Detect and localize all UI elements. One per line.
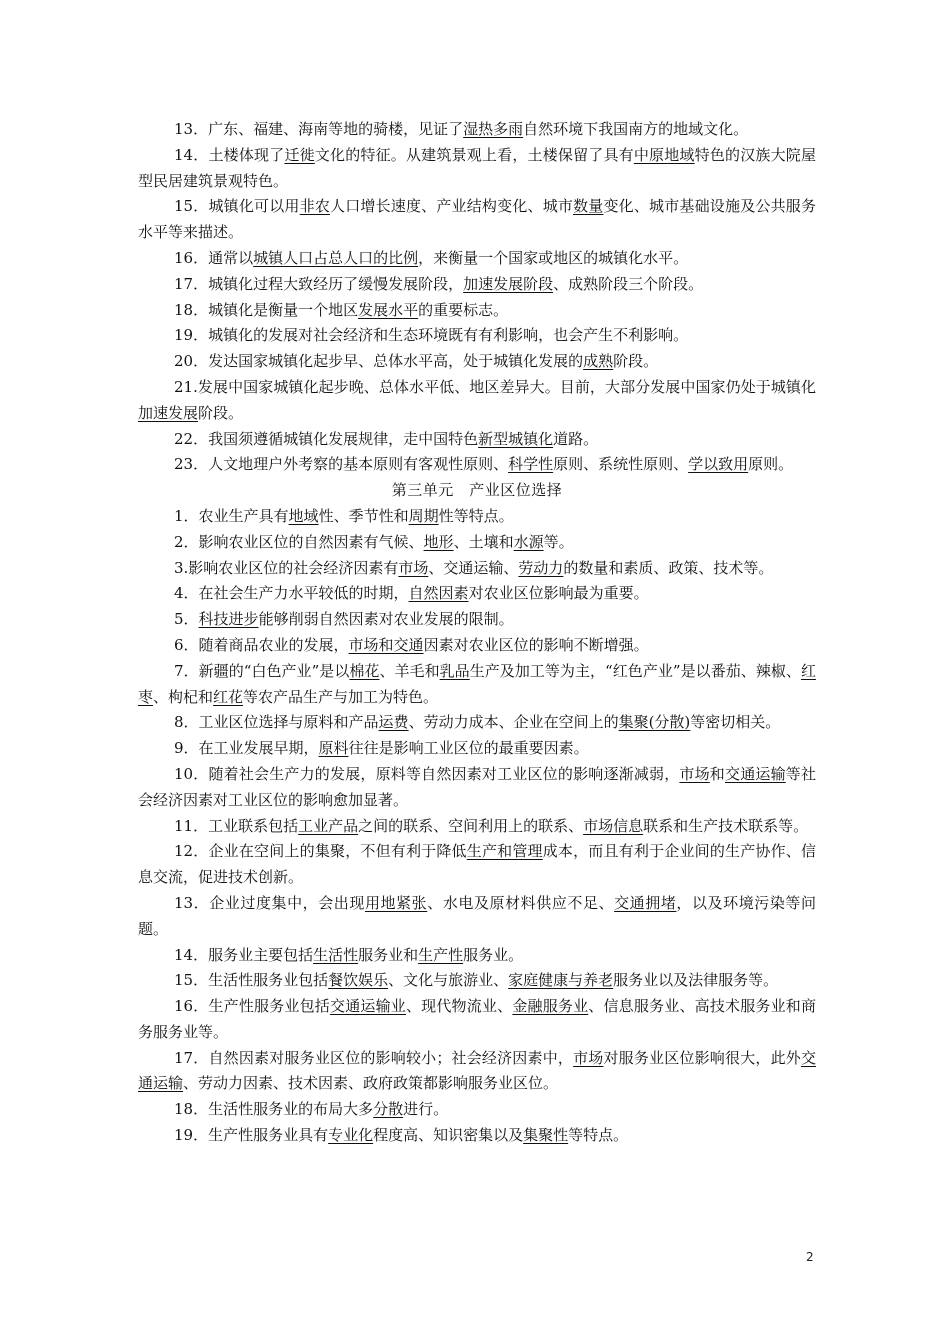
item-text: 16．通常以 — [174, 248, 254, 267]
item-text: 21.发展中国家城镇化起步晚、总体水平低、地区差异大。目前，大部分发展中国家仍处于城镇化 — [174, 377, 816, 396]
answer-blank: 非农 — [299, 197, 331, 216]
document-body — [138, 117, 816, 1149]
item-text: 对农业区位影响最为重要。 — [468, 584, 649, 603]
item-text: 服务业和 — [358, 945, 419, 964]
item-text: 、文化与旅游业、 — [388, 971, 509, 990]
answer-blank: 数量 — [573, 197, 604, 216]
item-text: 、羊毛和 — [379, 661, 440, 680]
item-text: 2．影响农业区位的自然因素有气候、 — [174, 532, 424, 551]
answer-blank: 分散 — [373, 1100, 404, 1119]
answer-blank: 集聚性 — [523, 1126, 569, 1145]
list-item — [138, 298, 816, 324]
answer-blank: 市场信息 — [583, 816, 644, 835]
list-item — [138, 994, 816, 1046]
item-text: 17．城镇化过程大致经历了缓慢发展阶段， — [174, 274, 464, 293]
answer-blank: 发展水平 — [358, 300, 419, 319]
list-item — [138, 968, 816, 994]
answer-blank: 专业化 — [328, 1126, 374, 1145]
answer-blank: 红花 — [213, 687, 244, 706]
list-item — [138, 814, 816, 840]
item-text: 19．生产性服务业具有 — [174, 1126, 329, 1145]
answer-blank: 湿热多雨 — [463, 120, 524, 138]
list-item — [138, 272, 816, 298]
item-text: 、交通运输、 — [428, 558, 519, 577]
item-text: 14．服务业主要包括 — [174, 945, 314, 964]
list-item — [138, 891, 816, 943]
item-text: 服务业以及法律服务等。 — [613, 971, 779, 990]
list-item — [138, 1046, 816, 1098]
item-text: 文化的特征。从建筑景观上看，土楼保留了具有 — [314, 145, 634, 164]
list-item — [138, 736, 816, 762]
answer-blank: 科学性 — [508, 455, 554, 474]
item-text: 生产及加工等为主，“红色产业”是以番茄、辣椒、 — [469, 661, 801, 680]
item-text: 性等特点。 — [438, 506, 514, 525]
item-text: 13．企业过度集中，会出现 — [174, 893, 365, 912]
item-text: 人口增长速度、产业结构变化、城市 — [330, 197, 574, 216]
list-item — [138, 581, 816, 607]
item-text: 等社会经济因素对工业区位的影响愈加显著。 — [138, 764, 816, 809]
item-text: 、土壤和 — [453, 532, 514, 551]
item-text: 原则。 — [748, 455, 794, 474]
answer-blank: 地形 — [423, 532, 454, 551]
item-text: 6．随着商品农业的发展， — [174, 635, 349, 654]
answer-blank: 红枣 — [138, 661, 816, 706]
item-text: 1．农业生产具有 — [174, 506, 289, 525]
item-text: 变化、城市基础设施及公共服务水平等来描述。 — [138, 197, 816, 242]
list-item — [138, 839, 816, 891]
list-item — [138, 1097, 816, 1123]
item-text: 特色的汉族大院屋型民居建筑景观特色。 — [138, 145, 816, 190]
item-text: 之间的联系、空间利用上的联系、 — [358, 816, 584, 835]
answer-blank: 生产和管理 — [466, 842, 543, 861]
item-text: 15．生活性服务业包括 — [174, 971, 329, 990]
item-text: ，来衡量一个国家或地区的城镇化水平。 — [418, 248, 689, 267]
answer-blank: 生活性 — [313, 945, 359, 964]
answer-blank: 科技进步 — [198, 610, 259, 629]
item-text: 自然环境下我国南方的地域文化。 — [523, 120, 749, 138]
item-text: 18．生活性服务业的布局大多 — [174, 1100, 374, 1119]
list-item — [138, 349, 816, 375]
item-text: 道路。 — [553, 429, 599, 448]
answer-blank: 市场 — [679, 764, 710, 783]
answer-blank: 家庭健康与养老 — [508, 971, 614, 990]
answer-blank: 水源 — [513, 532, 544, 551]
item-text: 、成熟阶段三个阶段。 — [553, 274, 704, 293]
item-text: 程度高、知识密集以及 — [373, 1126, 524, 1145]
list-item — [138, 143, 816, 195]
item-text: 15．城镇化可以用 — [174, 197, 300, 216]
list-item — [138, 607, 816, 633]
list-item — [138, 375, 816, 427]
list-item — [138, 452, 816, 478]
item-text: 17．自然因素对服务业区位的影响较小；社会经济因素中， — [174, 1048, 574, 1067]
item-text: 、劳动力因素、技术因素、政府政策都影响服务业区位。 — [183, 1074, 559, 1093]
answer-blank: 交通运输业 — [330, 997, 406, 1016]
answer-blank: 周期 — [408, 506, 439, 525]
item-text: 、现代物流业、 — [405, 997, 513, 1016]
item-text: 20．发达国家城镇化起步早、总体水平高，处于城镇化发展的 — [174, 352, 584, 371]
answer-blank: 餐饮娱乐 — [328, 971, 389, 990]
answer-blank: 地域 — [288, 506, 319, 525]
item-text: 服务业。 — [463, 945, 524, 964]
answer-blank: 棉花 — [349, 661, 380, 680]
list-item — [138, 530, 816, 556]
item-text: 成本，而且有利于企业间的生产协作、信息交流，促进技术创新。 — [138, 842, 816, 887]
unit-title: 第三单元 产业区位选择 — [391, 481, 563, 500]
answer-blank: 金融服务业 — [512, 997, 589, 1016]
answer-blank: 迁徙 — [284, 145, 315, 164]
item-text: 、水电及原材料供应不足、 — [427, 893, 615, 912]
item-text: 联系和生产技术联系等。 — [643, 816, 809, 835]
list-item — [138, 323, 816, 349]
answer-blank: 市场和交通 — [348, 635, 424, 654]
item-text: 3.影响农业区位的社会经济因素有 — [174, 558, 399, 577]
item-number: 5． — [174, 610, 199, 629]
list-item — [138, 659, 816, 711]
item-text: 等密切相关。 — [690, 713, 781, 732]
item-text: 的数量和素质、政策、技术等。 — [563, 558, 774, 577]
item-text: 8．工业区位选择与原料和产品 — [174, 713, 379, 732]
list-item — [138, 246, 816, 272]
answer-blank: 交通拥堵 — [614, 893, 677, 912]
answer-blank: 成熟 — [583, 352, 614, 371]
item-text: 和 — [709, 764, 725, 783]
answer-blank: 生产性 — [418, 945, 464, 964]
answer-blank: 乳品 — [439, 661, 470, 680]
item-text: 、枸杞和 — [153, 687, 214, 706]
item-text: 13．广东、福建、海南等地的骑楼，见证了 — [174, 120, 464, 138]
answer-blank: 用地紧张 — [364, 893, 428, 912]
list-item — [138, 194, 816, 246]
list-item — [138, 943, 816, 969]
answer-blank: 市场 — [398, 558, 429, 577]
item-text: 等农产品生产与加工为特色。 — [243, 687, 439, 706]
item-text: 7．新疆的“白色产业”是以 — [174, 661, 350, 680]
item-text: 因素对农业区位的影响不断增强。 — [423, 635, 649, 654]
item-text: 阶段。 — [198, 403, 244, 422]
item-text: 能够削弱自然因素对农业发展的限制。 — [258, 610, 514, 629]
answer-blank: 学以致用 — [688, 455, 749, 474]
item-text: 往往是影响工业区位的最重要因素。 — [348, 739, 589, 758]
item-text: 的重要标志。 — [418, 300, 509, 319]
section-urbanization-items — [138, 117, 816, 478]
answer-blank: 运费 — [378, 713, 409, 732]
list-item — [138, 633, 816, 659]
item-text: ，以及环境污染等问题。 — [138, 893, 816, 938]
section-industry-location-items — [138, 504, 816, 1149]
answer-blank: 工业产品 — [298, 816, 359, 835]
item-text: 19．城镇化的发展对社会经济和生态环境既有有利影响，也会产生不利影响。 — [174, 326, 689, 345]
answer-blank: 交通运输 — [138, 1048, 816, 1093]
answer-blank: 集聚(分散) — [618, 713, 691, 732]
item-text: 阶段。 — [613, 352, 659, 371]
item-text: 等特点。 — [568, 1126, 629, 1145]
answer-blank: 加速发展 — [138, 403, 199, 422]
answer-blank: 交通运输 — [725, 764, 786, 783]
list-item — [138, 762, 816, 814]
list-item — [138, 117, 816, 143]
item-text: 22．我国须遵循城镇化发展规律，走中国特色 — [174, 429, 479, 448]
item-text: 10．随着社会生产力的发展，原料等自然因素对工业区位的影响逐渐减弱， — [174, 764, 680, 783]
list-item — [138, 427, 816, 453]
answer-blank: 劳动力 — [518, 558, 564, 577]
item-text: 4．在社会生产力水平较低的时期， — [174, 584, 409, 603]
answer-blank: 加速发展阶段 — [463, 274, 554, 293]
answer-blank: 自然因素 — [408, 584, 469, 603]
item-text: 、信息服务业、高技术服务业和商务服务业等。 — [138, 997, 816, 1041]
answer-blank: 中原地域 — [633, 145, 695, 164]
page-number: 2 — [806, 1250, 814, 1264]
item-text: 11．工业联系包括 — [174, 816, 299, 835]
item-text: 14．土楼体现了 — [174, 145, 285, 164]
item-text: 等。 — [543, 532, 574, 551]
item-text: 进行。 — [403, 1100, 449, 1119]
list-item — [138, 710, 816, 736]
answer-blank: 市场 — [573, 1048, 604, 1067]
item-text: 12．企业在空间上的集聚，不但有利于降低 — [174, 842, 467, 861]
item-text: 18．城镇化是衡量一个地区 — [174, 300, 359, 319]
item-text: 9．在工业发展早期， — [174, 739, 319, 758]
item-text: 原则、系统性原则、 — [553, 455, 689, 474]
answer-blank: 原料 — [318, 739, 349, 758]
list-item — [138, 556, 816, 582]
item-text: 、劳动力成本、企业在空间上的 — [408, 713, 619, 732]
item-text: 16．生产性服务业包括 — [174, 997, 331, 1016]
item-text: 性、季节性和 — [318, 506, 409, 525]
list-item — [138, 504, 816, 530]
item-text: 对服务业区位影响很大，此外 — [603, 1048, 801, 1067]
item-text: 23．人文地理户外考察的基本原则有客观性原则、 — [174, 455, 509, 474]
answer-blank: 新型城镇化 — [478, 429, 554, 448]
answer-blank: 城镇人口占总人口的比例 — [253, 248, 419, 267]
list-item — [138, 1123, 816, 1149]
